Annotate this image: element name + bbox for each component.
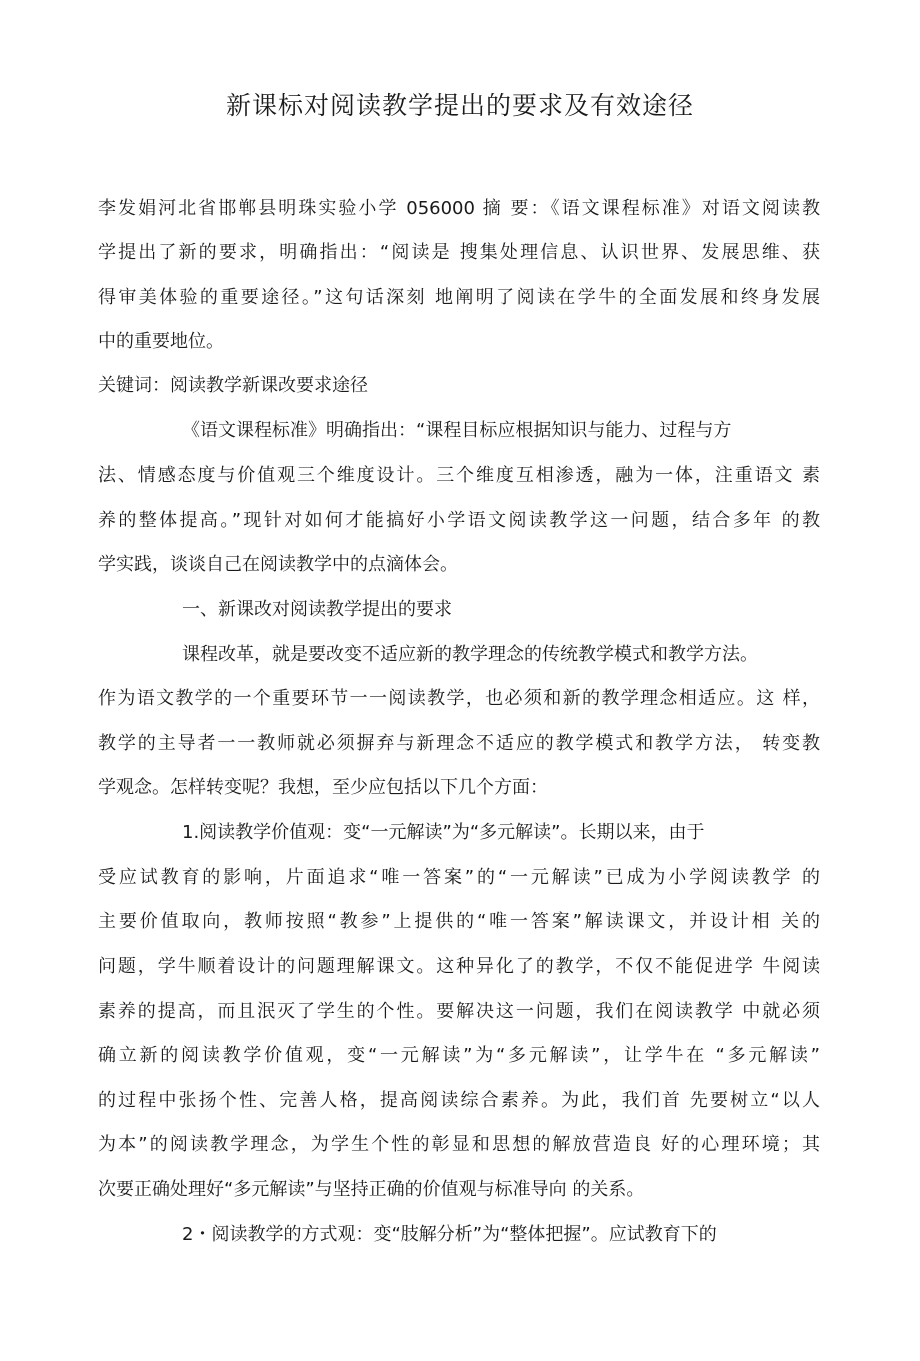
keywords-line: 关键词：阅读教学新课改要求途径 xyxy=(98,375,368,396)
paragraph-line: 问题，学牛顺着设计的问题理解课文。这种异化了的教学，不仅不能促进学 牛阅读 xyxy=(98,956,820,977)
paragraph-line: 课程改革，就是要改变不适应新的教学理念的传统教学模式和教学方法。 xyxy=(182,644,758,665)
paragraph-line: 学观念。怎样转变呢？我想，至少应包括以下几个方面： xyxy=(98,777,548,798)
paragraph-line: 得审美体验的重要途径。”这句话深刻 地阐明了阅读在学牛的全面发展和终身发展 xyxy=(98,287,820,308)
subsection-heading: 2・阅读教学的方式观：变“肢解分析”为“整体把握”。应试教育下的 xyxy=(182,1224,717,1245)
paragraph-line: 李发娟河北省邯郸县明珠实验小学 056000 摘 要：《语文课程标准》对语文阅读教 xyxy=(98,198,820,219)
paragraph-line: 主要价值取向，教师按照“教参”上提供的“唯一答案”解读课文，并设计相 关的 xyxy=(98,911,820,932)
section-heading: 一、新课改对阅读教学提出的要求 xyxy=(182,599,452,620)
paragraph-line: 学实践，谈谈自己在阅读教学中的点滴体会。 xyxy=(98,554,458,575)
paragraph-line: 法、情感态度与价值观三个维度设计。三个维度互相渗透，融为一体，注重语文 素 xyxy=(98,465,820,486)
paragraph-line: 《语文课程标准》明确指出：“课程目标应根据知识与能力、过程与方 xyxy=(182,420,732,441)
paragraph-line: 确立新的阅读教学价值观，变“一元解读”为“多元解读”，让学牛在 “多元解读” xyxy=(98,1045,820,1066)
paragraph-line: 中的重要地位。 xyxy=(98,331,224,352)
document-title: 新课标对阅读教学提出的要求及有效途径 xyxy=(225,91,694,120)
paragraph-line: 养的整体提高。”现针对如何才能搞好小学语文阅读教学这一问题，结合多年 的教 xyxy=(98,510,820,531)
paragraph-line: 作为语文教学的一个重要环节一一阅读教学，也必须和新的教学理念相适应。这 样， xyxy=(98,688,820,709)
paragraph-line: 学提出了新的要求，明确指出：“阅读是 搜集处理信息、认识世界、发展思维、获 xyxy=(98,242,820,263)
paragraph-line: 素养的提高，而且泯灭了学生的个性。要解决这一问题，我们在阅读教学 中就必须 xyxy=(98,1001,820,1022)
paragraph-line: 为本”的阅读教学理念，为学生个性的彰显和思想的解放营造良 好的心理环境；其 xyxy=(98,1134,820,1155)
paragraph-line: 受应试教育的影响，片面追求“唯一答案”的“一元解读”已成为小学阅读教学 的 xyxy=(98,867,820,888)
paragraph-line: 次要正确处理好“多元解读”与坚持正确的价值观与标准导向 的关系。 xyxy=(98,1179,645,1200)
subsection-heading: 1.阅读教学价值观：变“一元解读”为“多元解读”。长期以来，由于 xyxy=(182,822,705,843)
paragraph-line: 的过程中张扬个性、完善人格，提高阅读综合素养。为此，我们首 先要树立“以人 xyxy=(98,1090,820,1111)
paragraph-line: 教学的主导者一一教师就必须摒弃与新理念不适应的教学模式和教学方法， 转变教 xyxy=(98,733,820,754)
